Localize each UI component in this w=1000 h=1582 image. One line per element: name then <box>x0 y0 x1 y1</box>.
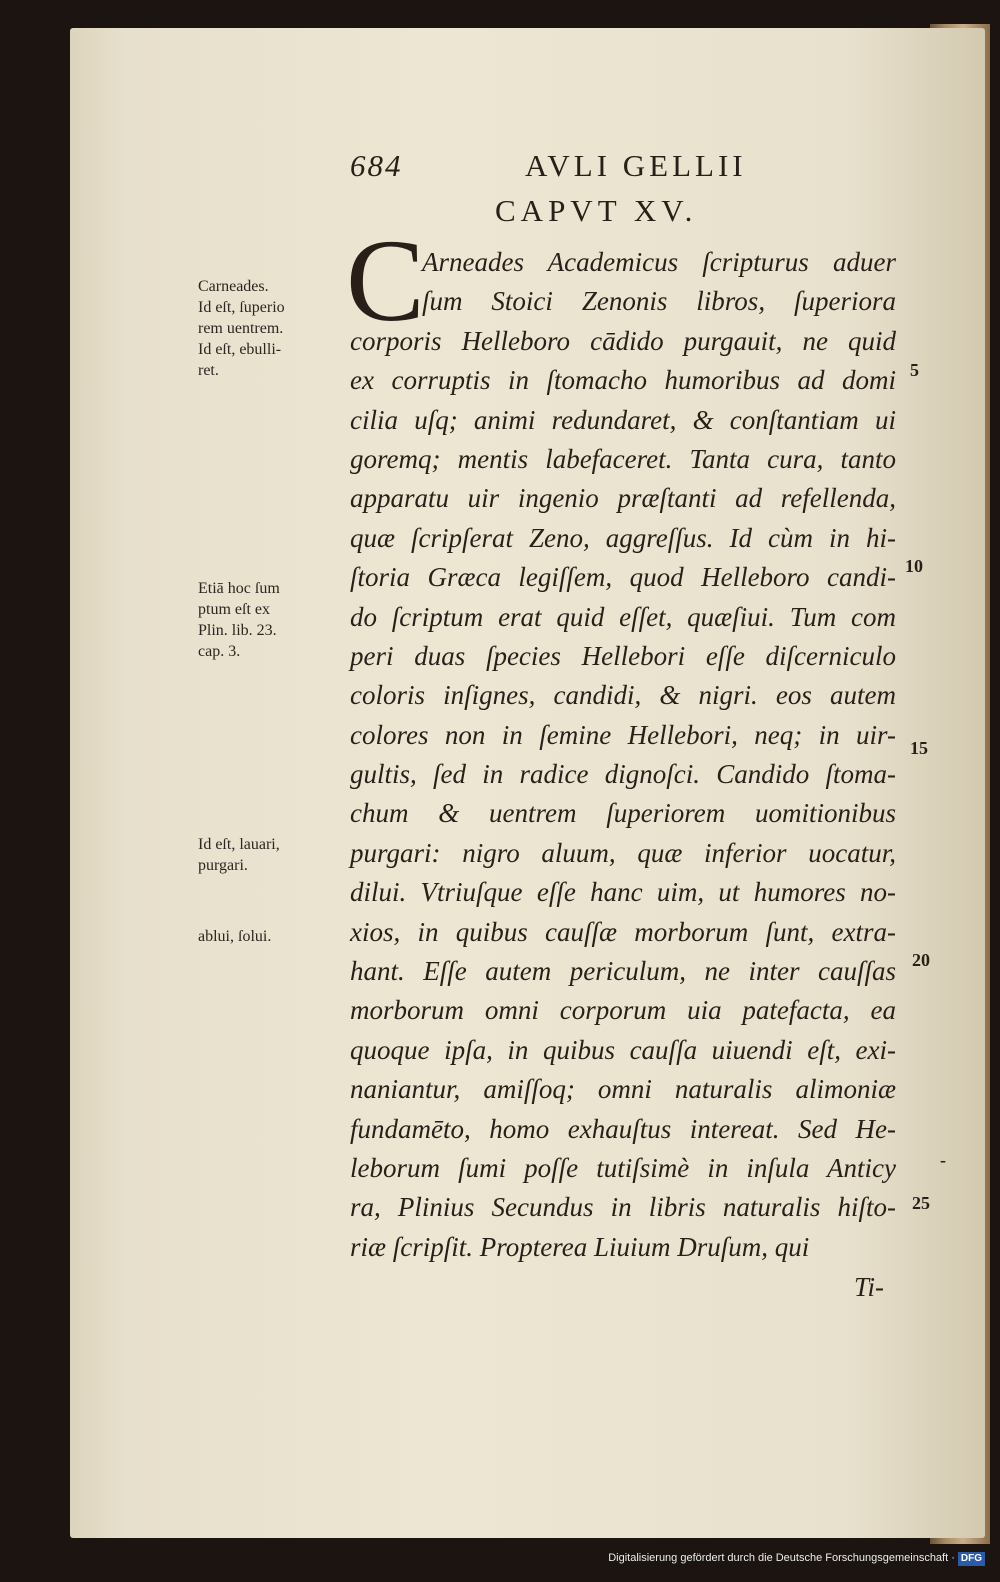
text-line: dilui. Vtriuſque eſſe hanc uim, ut humores no- <box>350 877 896 908</box>
text-line: purgari: nigro aluum, quæ inferior uocatur, <box>350 837 896 868</box>
text-line: ra, Plinius Secundus in libris naturalis hiſto- <box>350 1192 896 1223</box>
line-number: 20 <box>912 950 930 970</box>
margin-note-line: ablui, ſolui. <box>198 928 272 945</box>
text-line: Arneades Academicus ſcripturus aduer <box>422 247 896 277</box>
margin-note-pliny <box>198 578 346 662</box>
text-line: hant. Eſſe autem periculum, ne inter cauſſas <box>350 956 896 987</box>
text-line: quæ ſcripſerat Zeno, aggreſſus. Id cùm in hi- <box>350 522 896 553</box>
text-line: naniantur, amiſſoq; omni naturalis alimoniæ <box>350 1074 896 1105</box>
text-line: coloris inſignes, candidi, & nigri. eos autem <box>350 680 896 711</box>
text-line: ſum Stoici Zenonis libros, ſuperiora <box>422 286 896 317</box>
text-line: ſtoria Græca legiſſem, quod Helleboro candi- <box>350 562 896 593</box>
text-line: quoque ipſa, in quibus cauſſa uiuendi eſt, exi- <box>350 1034 896 1065</box>
margin-note-line: Id eſt, ſuperio <box>198 299 285 316</box>
text-line: riæ ſcripſit. Propterea Liuium Druſum, qui <box>350 1231 810 1262</box>
text-line: cilia uſq; animi redundaret, & conſtantiam ui <box>350 404 896 435</box>
margin-note-line: Plin. lib. 23. <box>198 622 277 639</box>
line-number: 10 <box>905 556 923 576</box>
margin-note-line: purgari. <box>198 857 248 874</box>
margin-note-line: rem uentrem. <box>198 320 284 337</box>
line-number: 25 <box>912 1193 930 1213</box>
catchword: Ti- <box>854 1272 885 1302</box>
text-line: ex corruptis in ſtomacho humoribus ad domi <box>350 365 896 396</box>
margin-note-line: ptum eſt ex <box>198 601 270 618</box>
text-line: gultis, ſed in radice dignoſci. Candido ſtoma- <box>350 759 896 790</box>
text-line: xios, in quibus cauſſæ morborum ſunt, extra- <box>350 916 896 947</box>
body-text <box>350 243 896 1267</box>
footer-text: Digitalisierung gefördert durch die Deutsche Forschungsgemeinschaft · <box>608 1552 955 1564</box>
footer-credit <box>600 1548 985 1568</box>
margin-note-line: cap. 3. <box>198 643 241 660</box>
line-number: 5 <box>910 360 919 380</box>
margin-note-carneades <box>198 276 346 381</box>
running-head <box>350 148 870 188</box>
text-line: fundamēto, homo exhauſtus intereat. Sed He- <box>350 1113 896 1144</box>
text-line: colores non in ſemine Hellebori, neq; in uir- <box>350 719 896 750</box>
text-line: goremq; mentis labefaceret. Tanta cura, tanto <box>350 443 896 474</box>
line-number: - <box>940 1150 946 1170</box>
chapter-title: CAPVT XV. <box>495 193 698 228</box>
text-line: peri duas ſpecies Hellebori eſſe diſcerniculo <box>350 640 896 671</box>
margin-note-line: Id eſt, lauari, <box>198 836 280 853</box>
margin-note-line: Id eſt, ebulli- <box>198 341 282 358</box>
text-line: corporis Helleboro cādido purgauit, ne quid <box>350 325 896 356</box>
text-line: leborum ſumi poſſe tutiſsimè in inſula Anticy <box>350 1152 896 1183</box>
margin-note-lauari <box>198 834 346 876</box>
margin-note-line: Carneades. <box>198 278 269 295</box>
text-line: chum & uentrem ſuperiorem uomitionibus <box>350 798 896 829</box>
page-number: 684 <box>350 148 403 183</box>
text-line: do ſcriptum erat quid eſſet, quæſiui. Tum com <box>350 601 896 632</box>
dropcap-initial: C <box>346 215 425 346</box>
text-line: morborum omni corporum uia patefacta, ea <box>350 995 896 1026</box>
margin-note-ablui <box>198 926 346 947</box>
line-number: 15 <box>910 738 928 758</box>
text-line: apparatu uir ingenio præſtanti ad refellenda, <box>350 483 896 514</box>
dfg-logo: DFG <box>958 1552 985 1566</box>
book-title: AVLI GELLII <box>525 148 747 183</box>
margin-note-line: Etiā hoc ſum <box>198 580 280 597</box>
margin-note-line: ret. <box>198 362 219 379</box>
